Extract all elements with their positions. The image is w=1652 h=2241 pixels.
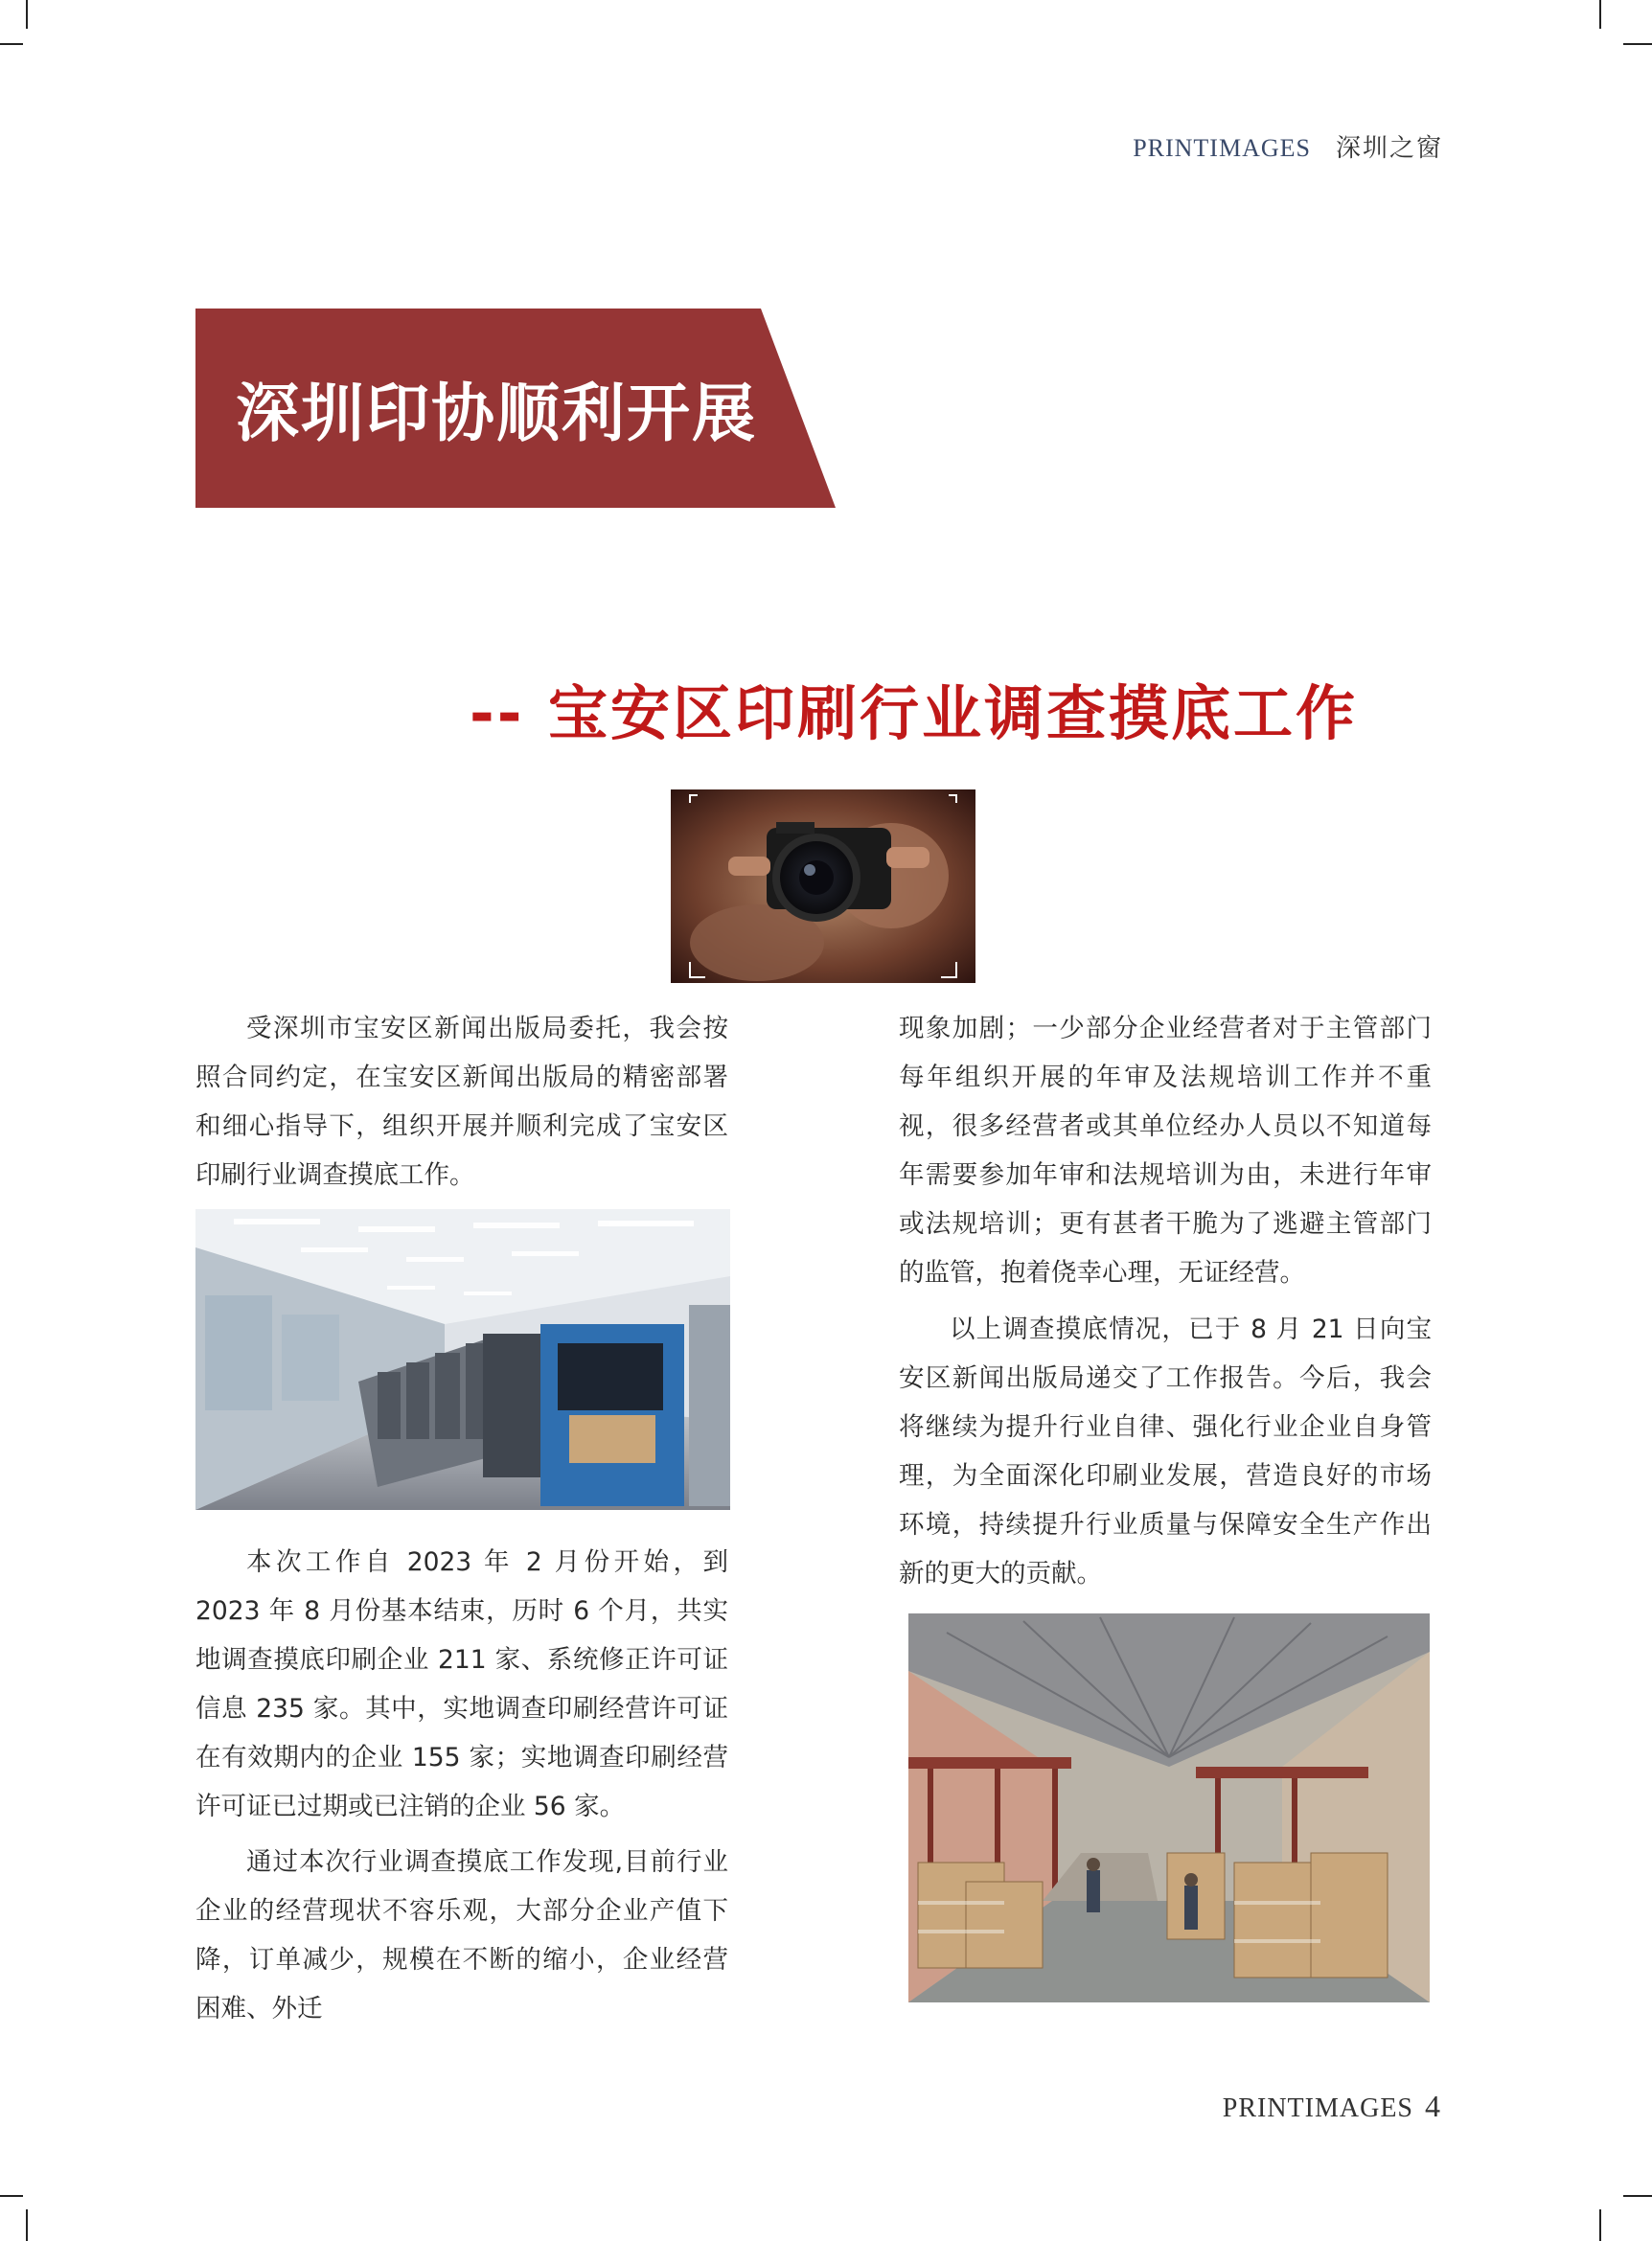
crop-mark bbox=[1599, 0, 1601, 29]
running-header bbox=[1133, 128, 1443, 164]
crop-mark bbox=[26, 2209, 28, 2241]
footer-brand: PRINTIMAGES bbox=[1222, 2093, 1413, 2123]
page-footer bbox=[1223, 2089, 1441, 2124]
crop-mark bbox=[0, 2195, 23, 2197]
crop-mark bbox=[1623, 43, 1652, 45]
page-title: 深圳印协顺利开展 bbox=[236, 377, 757, 450]
right-paragraph-2: 以上调查摸底情况，已于 8 月 21 日向宝安区新闻出版局递交了工作报告。今后，我会将继续为提升行业自律、强化行业企业自身管理，为全面深化印刷业发展，营造良好的市场环境，持续提升行业质量与保障安全生产作出新的更大的贡献。 bbox=[899, 1315, 1432, 1589]
crop-mark bbox=[1623, 2195, 1652, 2197]
printing-press-photo bbox=[195, 1209, 730, 1510]
page-number: 4 bbox=[1425, 2089, 1441, 2123]
header-brand: PRINTIMAGES bbox=[1133, 134, 1311, 162]
warehouse-photo bbox=[908, 1613, 1430, 2002]
left-paragraph-3: 通过本次行业调查摸底工作发现,目前行业企业的经营现状不容乐观，大部分企业产值下降，订单减少，规模在不断的缩小，企业经营困难、外迁 bbox=[195, 1847, 728, 2024]
camera-photo bbox=[671, 789, 975, 983]
crop-mark bbox=[26, 0, 28, 29]
crop-mark bbox=[0, 43, 23, 45]
left-paragraph-2: 本次工作自 2023 年 2 月份开始，到 2023 年 8 月份基本结束，历时 6 个月，共实地调查摸底印刷企业 211 家、系统修正许可证信息 235 家。其中，实地调查印刷经营许可证在有效期内的企业 155 家；实地调查印刷经营许可证已过期或已注销的企业 56 家。 bbox=[195, 1547, 728, 1821]
article-subtitle: -- 宝安区印刷行业调查摸底工作 bbox=[470, 678, 1359, 748]
left-paragraph-1: 受深圳市宝安区新闻出版局委托，我会按照合同约定，在宝安区新闻出版局的精密部署和细心指导下，组织开展并顺利完成了宝安区印刷行业调查摸底工作。 bbox=[195, 1014, 728, 1190]
header-section: 深圳之窗 bbox=[1335, 134, 1443, 163]
crop-mark bbox=[1599, 2209, 1601, 2241]
right-paragraph-1: 现象加剧；一少部分企业经营者对于主管部门每年组织开展的年审及法规培训工作并不重视，很多经营者或其单位经办人员以不知道每年需要参加年审和法规培训为由，未进行年审或法规培训；更有甚者干脆为了逃避主管部门的监管，抱着侥幸心理，无证经营。 bbox=[899, 1014, 1432, 1288]
